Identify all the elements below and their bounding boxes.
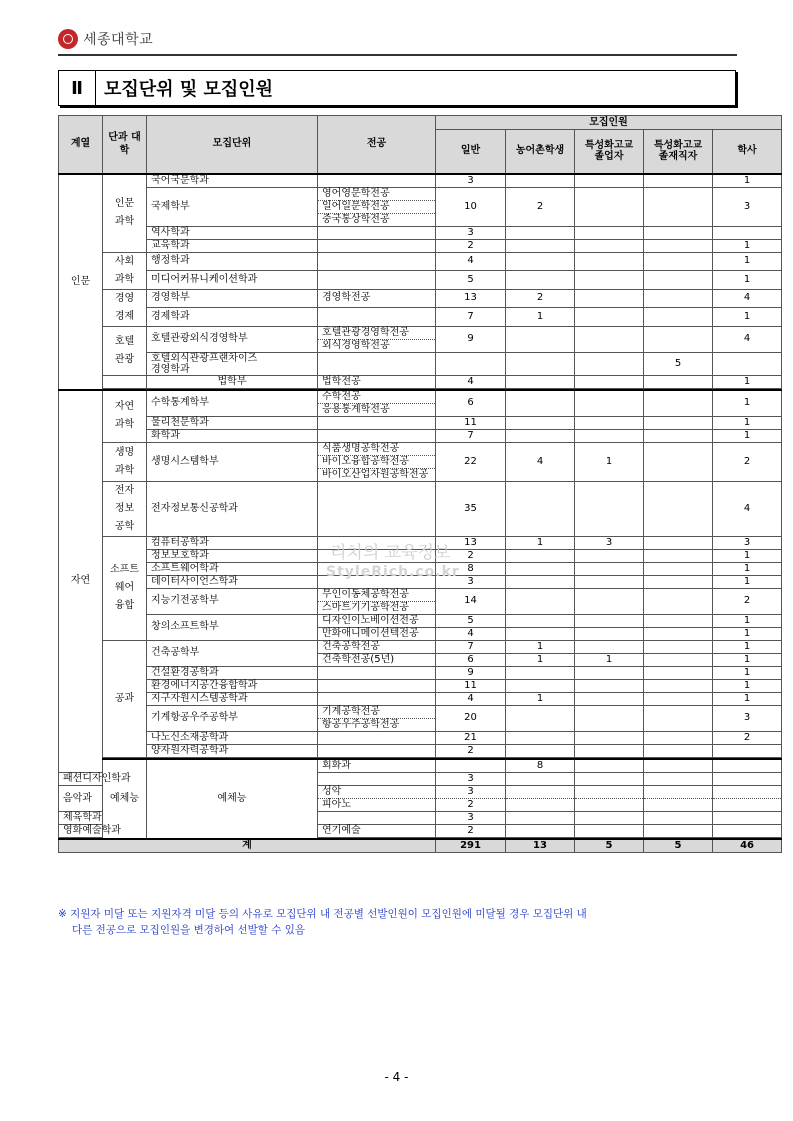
unit-cell: 법학부: [147, 375, 318, 388]
general-cell: 4: [436, 252, 506, 271]
major-cell: 외식경영학전공: [318, 339, 436, 352]
bachelor-cell: 1: [713, 416, 782, 429]
unit-cell: 회화과: [318, 759, 436, 773]
unit-cell: 영화예술학과: [59, 825, 103, 838]
bachelor-cell: 2: [713, 442, 782, 481]
bachelor-cell: 1: [713, 679, 782, 692]
bachelor-cell: 1: [713, 375, 782, 388]
farm-cell: 1: [506, 640, 575, 653]
farm-cell: 1: [506, 536, 575, 549]
bachelor-cell: 4: [713, 326, 782, 352]
general-cell: 5: [436, 614, 506, 627]
bachelor-cell: 2: [713, 731, 782, 744]
unit-cell: 체육학과: [59, 812, 103, 825]
bachelor-cell: 1: [713, 627, 782, 640]
college-business: 경영 경제: [103, 289, 147, 326]
unit-cell: 교육학과: [147, 239, 318, 252]
category-science: 자연: [59, 390, 103, 773]
header-rule: [58, 54, 737, 56]
general-cell: 7: [436, 429, 506, 442]
unit-cell: 경제학과: [147, 308, 318, 327]
grad-cell: 3: [575, 536, 644, 549]
major-cell: 영어영문학전공: [318, 187, 436, 200]
general-cell: 22: [436, 442, 506, 481]
unit-cell: 호텔관광외식경영학부: [147, 326, 318, 352]
major-cell: 응용통계학전공: [318, 403, 436, 416]
general-cell: 2: [436, 744, 506, 757]
college-engineering: 공과: [103, 640, 147, 758]
unit-cell: 호텔외식관광프랜차이즈 경영학과: [147, 352, 318, 375]
header-bachelor: 학사: [713, 130, 782, 174]
unit-cell: 수학통계학부: [147, 390, 318, 417]
total-label: 계: [59, 839, 436, 853]
total-general: 291: [436, 839, 506, 853]
general-cell: 3: [436, 786, 506, 799]
bachelor-cell: 2: [713, 588, 782, 614]
unit-cell: 데이터사이언스학과: [147, 575, 318, 588]
header-voc-work: 특성화고교 졸재직자: [644, 130, 713, 174]
major-cell: 연기예술: [318, 825, 436, 838]
unit-cell: 창의소프트학부: [147, 614, 318, 640]
major-cell: 기계공학전공: [318, 705, 436, 718]
unit-cell: 생명시스템학부: [147, 442, 318, 481]
general-cell: 8: [436, 562, 506, 575]
college-hotel: 호텔 관광: [103, 326, 147, 375]
major-cell: 식품생명공학전공: [318, 442, 436, 455]
major-cell: 바이오융합공학전공: [318, 455, 436, 468]
bachelor-cell: 1: [713, 549, 782, 562]
category-humanities: 인문: [59, 174, 103, 390]
bachelor-cell: 4: [713, 481, 782, 536]
college-life: 생명 과학: [103, 442, 147, 481]
farm-cell: 1: [506, 653, 575, 666]
major-cell: 피아노: [318, 799, 436, 812]
unit-cell: 환경에너지공간융합학과: [147, 679, 318, 692]
unit-cell: 기계항공우주공학부: [147, 705, 318, 731]
farm-cell: 2: [506, 289, 575, 308]
general-cell: 8: [506, 759, 575, 773]
unit-cell: 건축공학부: [147, 640, 318, 666]
general-cell: 6: [436, 653, 506, 666]
bachelor-cell: 1: [713, 390, 782, 417]
unit-cell: 지구자원시스템공학과: [147, 692, 318, 705]
bachelor-cell: 3: [713, 705, 782, 731]
major-cell: 무인이동체공학전공: [318, 588, 436, 601]
header-recruit-group: 모집인원: [436, 116, 782, 130]
work-cell: 5: [644, 352, 713, 375]
unit-cell: 양자원자력공학과: [147, 744, 318, 757]
section-title: 모집단위 및 모집인원: [104, 79, 274, 100]
major-cell: 항공우주공학전공: [318, 718, 436, 731]
general-cell: 2: [436, 825, 506, 838]
bachelor-cell: 3: [713, 536, 782, 549]
header-farm: 농어촌학생: [506, 130, 575, 174]
header-general: 일반: [436, 130, 506, 174]
unit-cell: 컴퓨터공학과: [147, 536, 318, 549]
general-cell: 13: [436, 536, 506, 549]
general-cell: 6: [436, 390, 506, 417]
college-humanities: 인문 과학: [103, 174, 147, 253]
unit-cell: 역사학과: [147, 226, 318, 239]
general-cell: 20: [436, 705, 506, 731]
college-natural: 자연 과학: [103, 390, 147, 443]
watermark-url: StyleRich.co.kr: [326, 564, 460, 580]
unit-cell: 물리천문학과: [147, 416, 318, 429]
bachelor-cell: 1: [713, 614, 782, 627]
college-arts: 예체능: [147, 759, 318, 839]
unit-cell: 음악과: [59, 786, 103, 812]
page-header: [58, 28, 153, 50]
general-cell: 14: [436, 588, 506, 614]
page-number: - 4 -: [384, 1070, 409, 1084]
bachelor-cell: 1: [713, 429, 782, 442]
header-unit: 모집단위: [147, 116, 318, 174]
farm-cell: 1: [506, 692, 575, 705]
footnote-line-1: ※ 지원자 미달 또는 지원자격 미달 등의 사유로 모집단위 내 전공별 선발인원이 모집인원에 미달될 경우 모집단위 내: [58, 908, 587, 920]
section-title-box: [58, 70, 736, 106]
grad-cell: 1: [575, 653, 644, 666]
bachelor-cell: 1: [713, 640, 782, 653]
major-cell: 수학전공: [318, 390, 436, 404]
bachelor-cell: 3: [713, 187, 782, 226]
general-cell: 9: [436, 326, 506, 352]
bachelor-cell: 1: [713, 239, 782, 252]
section-number: Ⅱ: [59, 71, 96, 105]
major-cell: 법학전공: [318, 375, 436, 388]
unit-cell: 소프트웨어학과: [147, 562, 318, 575]
general-cell: 35: [436, 481, 506, 536]
major-cell: 건축공학전공: [318, 640, 436, 653]
bachelor-cell: 1: [713, 666, 782, 679]
general-cell: 4: [436, 692, 506, 705]
general-cell: 11: [436, 679, 506, 692]
general-cell: 2: [436, 549, 506, 562]
grad-cell: 1: [575, 442, 644, 481]
unit-cell: 국어국문학과: [147, 174, 318, 188]
bachelor-cell: 1: [713, 692, 782, 705]
general-cell: 9: [436, 666, 506, 679]
unit-cell: 미디어커뮤니케이션학과: [147, 271, 318, 290]
major-cell: 만화애니메이션텍전공: [318, 627, 436, 640]
header-voc-grad: 특성화고교 졸업자: [575, 130, 644, 174]
farm-cell: 2: [506, 187, 575, 226]
general-cell: 3: [436, 812, 506, 825]
unit-cell: 행정학과: [147, 252, 318, 271]
bachelor-cell: 1: [713, 653, 782, 666]
footnote-line-2: 다른 전공으로 모집인원을 변경하여 선발할 수 있음: [72, 924, 306, 936]
farm-cell: 1: [506, 308, 575, 327]
general-cell: 2: [436, 239, 506, 252]
farm-cell: 4: [506, 442, 575, 481]
general-cell: 3: [436, 773, 506, 786]
college-electronics: 전자 정보 공학: [103, 481, 147, 536]
major-cell: 바이오산업자원공학전공: [318, 468, 436, 481]
major-cell: 중국통상학전공: [318, 213, 436, 226]
total-work: 5: [644, 839, 713, 853]
watermark-text: 리치의 교육정보: [330, 543, 451, 563]
major-cell: 디자인이노베이션전공: [318, 614, 436, 627]
general-cell: 3: [436, 174, 506, 188]
header-major: 전공: [318, 116, 436, 174]
general-cell: 7: [436, 308, 506, 327]
general-cell: 13: [436, 289, 506, 308]
total-grad: 5: [575, 839, 644, 853]
major-cell: 성악: [318, 786, 436, 799]
header-college: 단과 대학: [103, 116, 147, 174]
unit-cell: 전자정보통신공학과: [147, 481, 318, 536]
major-cell: 스마트기기공학전공: [318, 601, 436, 614]
general-cell: 10: [436, 187, 506, 226]
unit-cell: 나노신소재공학과: [147, 731, 318, 744]
general-cell: 4: [436, 627, 506, 640]
bachelor-cell: 1: [713, 174, 782, 188]
general-cell: 3: [436, 226, 506, 239]
general-cell: 2: [436, 799, 506, 812]
college-software: 소프트 웨어 융합: [103, 536, 147, 640]
total-row: [59, 839, 782, 853]
category-arts: 예체능: [103, 759, 147, 839]
general-cell: 4: [436, 375, 506, 388]
admission-table: [58, 115, 782, 853]
university-logo-icon: [58, 29, 78, 49]
unit-cell: 지능기전공학부: [147, 588, 318, 614]
general-cell: 21: [436, 731, 506, 744]
bachelor-cell: 1: [713, 308, 782, 327]
major-cell: 건축학전공(5년): [318, 653, 436, 666]
college-social: 사회 과학: [103, 252, 147, 289]
bachelor-cell: 1: [713, 271, 782, 290]
total-bachelor: 46: [713, 839, 782, 853]
bachelor-cell: 1: [713, 562, 782, 575]
general-cell: 5: [436, 271, 506, 290]
bachelor-cell: 1: [713, 575, 782, 588]
footnote: [58, 906, 738, 938]
general-cell: 7: [436, 640, 506, 653]
major-cell: 일어일문학전공: [318, 200, 436, 213]
bachelor-cell: 4: [713, 289, 782, 308]
major-cell: 호텔관광경영학전공: [318, 326, 436, 339]
unit-cell: 화학과: [147, 429, 318, 442]
unit-cell: 건설환경공학과: [147, 666, 318, 679]
major-cell: 경영학전공: [318, 289, 436, 308]
unit-cell: 패션디자인학과: [59, 773, 103, 786]
unit-cell: 국제학부: [147, 187, 318, 226]
university-name: 세종대학교: [83, 32, 154, 48]
total-farm: 13: [506, 839, 575, 853]
bachelor-cell: 1: [713, 252, 782, 271]
header-category: 계열: [59, 116, 103, 174]
general-cell: 11: [436, 416, 506, 429]
unit-cell: 정보보호학과: [147, 549, 318, 562]
unit-cell: 경영학부: [147, 289, 318, 308]
general-cell: 3: [436, 575, 506, 588]
